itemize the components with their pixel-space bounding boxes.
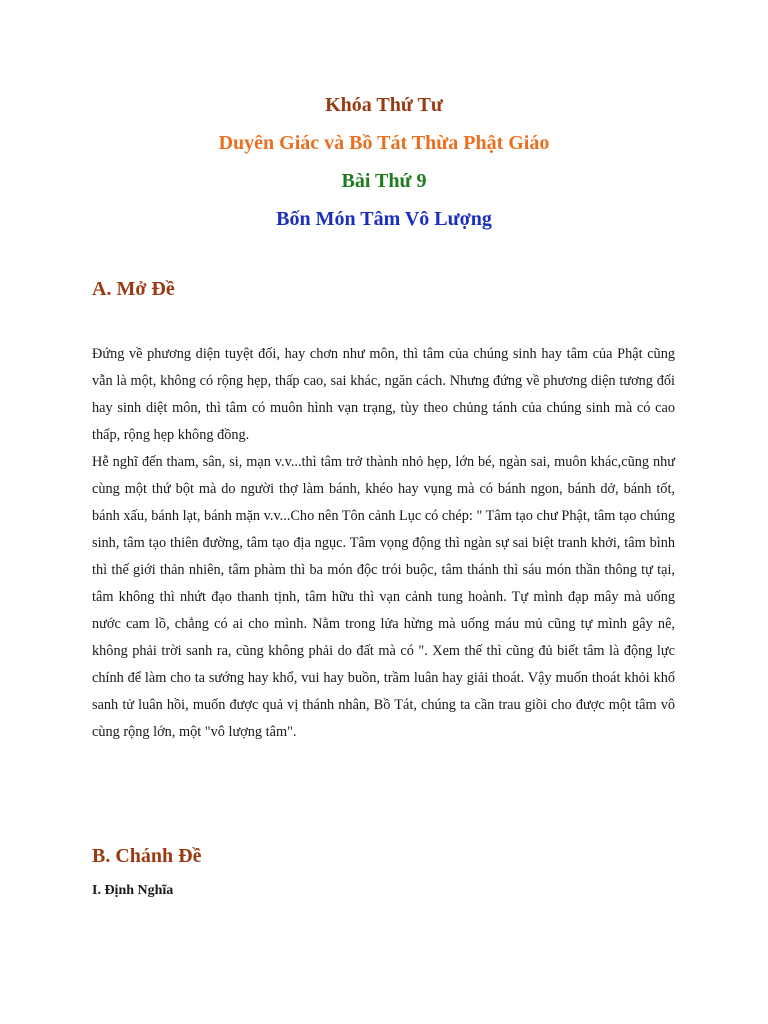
section-heading-main: B. Chánh Đề	[92, 845, 202, 867]
intro-body	[92, 341, 675, 746]
subject-title: Duyên Giác và Bồ Tát Thừa Phật Giáo	[218, 132, 550, 154]
intro-paragraph-1: Đứng về phương diện tuyệt đối, hay chơn như môn, thì tâm của chúng sinh hay tâm của Phật cũng vẫn là một, không có rộng hẹp, thấp cao, sai khác, ngăn cách. Nhưng đứng về phương diện tương đối hay sinh diệt môn, thì tâm có muôn hình vạn trạng, tùy theo chủng tánh của chúng sinh mà có cao thấp, rộng hẹp không đồng.	[92, 346, 675, 443]
lesson-title: Bài Thứ 9	[341, 170, 427, 192]
course-title: Khóa Thứ Tư	[325, 94, 443, 116]
subsection-heading-definition: I. Định Nghĩa	[92, 883, 174, 898]
title-block	[0, 86, 768, 238]
intro-paragraph-2: Hễ nghĩ đến tham, sân, si, mạn v.v...thì tâm trở thành nhỏ hẹp, lớn bé, ngàn sai, muôn khác,cũng như cùng một thứ bột mà do người thợ làm bánh, khéo hay vụng mà có bánh ngon, bánh dở, bánh tốt, bánh xấu, bánh lạt, bánh mặn v.v...Cho nên Tôn cảnh Lục có chép: " Tâm tạo chư Phật, tâm tạo chúng sinh, tâm tạo thiên đường, tâm tạo địa ngục. Tâm vọng động thì ngàn sự sai biệt tranh khởi, tâm bình thì thế giới thản nhiên, tâm phàm thì ba món độc trói buộc, tâm thánh thì sáu món thần thông tự tại, tâm không thì nhứt đạo thanh tịnh, tâm hữu thì vạn cảnh tung hoành. Tự mình đạp mây mà uống nước cam lồ, chẳng có ai cho mình. Nằm trong lửa hừng mà uống máu mủ cũng tự mình gây nê, không phải trời sanh ra, cũng không phải do đất mà có ". Xem thế thì cũng đủ biết tâm là động lực chính để làm cho ta sướng hay khổ, vui hay buồn, trầm luân hay giải thoát. Vậy muốn thoát khỏi khổ sanh tử luân hồi, muốn được quả vị thánh nhân, Bồ Tát, chúng ta cần trau giồi cho được một tâm vô cùng rộng lớn, một "vô lượng tâm".	[92, 454, 675, 740]
topic-title: Bốn Món Tâm Vô Lượng	[276, 208, 492, 230]
section-heading-intro: A. Mở Đề	[92, 278, 175, 300]
